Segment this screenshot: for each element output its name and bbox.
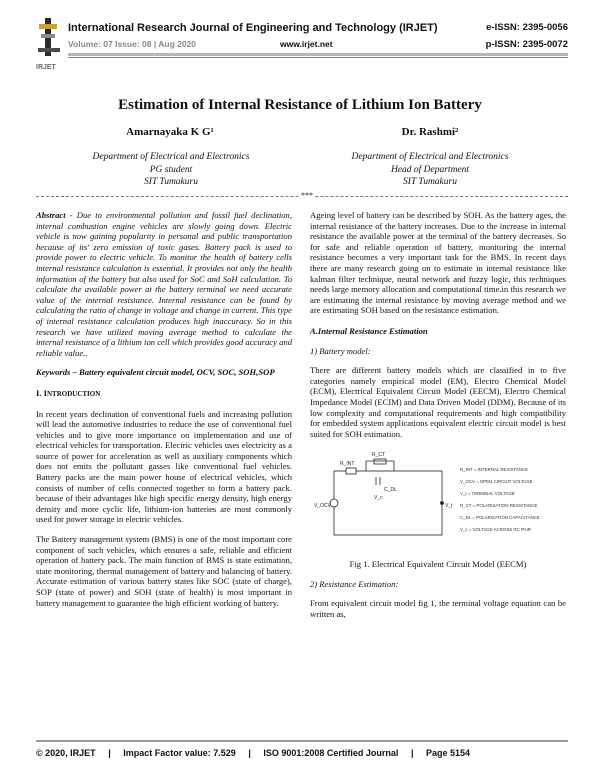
footer-copyright: © 2020, IRJET [36, 748, 96, 758]
footer-impact: Impact Factor value: 7.529 [123, 748, 236, 758]
abstract-text: Due to environmental pollution and fossil fuel declination, internal combustion engine vehicles are slowly going down. Electric vehicle is now gaining popularity in personal and public transportation because of its' zero emission of toxic gases. Battery pack is used to provide power to electric vehicle. To monitor the health of battery cells internal resistance calculation is essential. It provides not only the health information of the battery but also used for SoC and SoH calculation. To calculate the available power at the battery terminal we need accurate value of the internal resistance. Internal resistance can be found by calculating the ratio of change in voltage and change in current. This type of internal resistance calculation produces high inaccuracy. So in this research we have utilized moving average method to calculate the internal resistance of a lithium ion cell which provides good accuracy and reliable value.. [36, 210, 292, 358]
abstract-label: Abstract - [36, 210, 73, 220]
right-column [310, 210, 566, 620]
label-r-ct: R_CT [372, 452, 386, 459]
label-v-c: V_c [374, 495, 383, 502]
author-1-role: PG student [149, 164, 193, 175]
author-2-name: Dr. Rashmi² [401, 126, 459, 138]
footer-sep-1: | [108, 748, 111, 758]
label-v-ocv: V_OCV [314, 503, 331, 510]
r-int-resistor [346, 468, 356, 474]
author-2-affiliation [305, 151, 555, 189]
right-paragraph-1: Ageing level of battery can be described by SOH. As the battery ages, the internal resistance of the battery increases. Due to the increase in internal resistance the available power at the terminal of the battery decreases. So for safe and reliable operation of battery, monitoring the internal resistance becomes a very important task for the BMS. In recent days there are many research going on to estimate in internal resistance like kalman filter technique, neural network and fuzzy logic, this techniques needs large memory allocation and computational time.in this research we are estimating the internal resistance by moving average method and we are estimating SOH based on the resistance estimation. [310, 210, 566, 316]
header-rule-thin [68, 57, 568, 58]
circuit-diagram [310, 449, 566, 551]
abstract [36, 210, 292, 358]
left-column [36, 210, 292, 608]
keywords: Keywords – Battery equivalent circuit model, OCV, SOC, SOH,SOP [36, 367, 275, 378]
right-paragraph-2: There are different battery models which are classified in to five categories namely empirical model (EM), Electro Chemical Model (ECM), Electrical Equivalent Circuit Model (EECM), Electro Chemical Impedance Model (ECIM) and Data Driven Model (DDM). Because of its low complexity and computational requirements and high compatibility for embedded system applications equivalent electric circuit model is best suited for SOH estimation. [310, 365, 566, 439]
figure-caption: Fig 1. Electrical Equivalent Circuit Model (EECM) [349, 559, 527, 570]
author-2-role: Head of Department [390, 164, 470, 175]
header-rule [68, 53, 568, 56]
subheading-battery-model: 1) Battery model: [310, 345, 371, 356]
legend-line-3: V_t = TERMINAL VOLTAGE [460, 491, 515, 497]
page-footer [36, 740, 568, 758]
journal-header [36, 18, 568, 80]
legend-line-4: R_CT = POLARISATION RESISTANCE [460, 503, 538, 509]
author-1-affiliation [46, 151, 296, 189]
battery-source [330, 499, 338, 507]
journal-name: International Research Journal of Engineering and Technology (IRJET) [68, 22, 438, 34]
legend-line-6: V_c = VOLTAGE ACROSS RC PAIR [460, 527, 531, 533]
separator-stars: *** [301, 191, 313, 200]
footer-sep-2: | [248, 748, 251, 758]
footer-iso: ISO 9001:2008 Certified Journal [263, 748, 399, 758]
legend-line-1: R_INT = INTERNAL RESISTANCE [460, 467, 529, 473]
website-link[interactable]: www.irjet.net [280, 39, 333, 49]
circuit-figure [310, 449, 566, 551]
footer-rule [36, 740, 568, 742]
footer-page: Page 5154 [425, 748, 471, 758]
circuit-outline [334, 471, 442, 535]
intro-paragraph-1: In recent years declination of conventional fuels and increasing pollution will lead the automotive industries to reduce the use of conventional fuel vehicles and to give more importance on implementation and use of electrical vehicles for transportation. Electric vehicles uses electricity as a source of power for acceleration as well as auxiliary components which does not emits the pollutant gasses like conventional fuel vehicles. Battery packs are the main power house of electrical vehicles, which consists of number of cells connected together to form a battery pack. because of their advantages like high specific energy density, high energy density and more cyclic life, lithium-ion batteries are most commonly used for power storage in electric vehicles. [36, 408, 292, 525]
author-1-name: Amarnayaka K G¹ [126, 126, 214, 138]
label-c-dl: C_DL [384, 487, 397, 494]
legend-line-5: C_DL = POLARIZATION CAPACITANCE [460, 515, 540, 521]
r-ct-resistor [374, 459, 386, 464]
author-2-dept: Department of Electrical and Electronics [351, 152, 509, 162]
right-paragraph-3: From equivalent circuit model fig 1, the terminal voltage equation can be written as, [310, 598, 566, 620]
eissn: e-ISSN: 2395-0056 [486, 22, 568, 33]
section-heading-a: A.Internal Resistance Estimation [310, 325, 428, 336]
section-number: I. I [36, 387, 47, 398]
legend-line-2: V_OCV = OPEN CIRCUIT VOLTAGE [460, 479, 533, 485]
footer-sep-3: | [410, 748, 414, 758]
terminal-node [441, 502, 444, 505]
paper-title: Estimation of Internal Resistance of Lithium Ion Battery [118, 97, 482, 113]
author-1-dept: Department of Electrical and Electronics [92, 152, 250, 162]
footer-text [36, 748, 568, 758]
label-r-int: R_INT [340, 461, 355, 468]
volume-issue: Volume: 07 Issue: 08 | Aug 2020 [68, 39, 197, 49]
section-title: NTRODUCTION [47, 389, 101, 398]
section-heading-introduction [36, 388, 292, 400]
author-1-org: SIT Tumakuru [144, 177, 198, 187]
author-2-org: SIT Tumakuru [403, 177, 457, 187]
irjet-logo-icon [36, 18, 62, 62]
pissn: p-ISSN: 2395-0072 [485, 39, 568, 50]
logo-text: IRJET [36, 64, 56, 71]
intro-paragraph-2: The Battery management system (BMS) is one of the most important core component of such vehicles, which ensures a safe, reliable and efficient operation of battery pack. The main function of BMS is state estimation, state monitoring, thermal management of battery and balancing of battery. Accurate estimation of various battery states like SOC (state of charge), SOP (state of power) and SOH (state of health) is most important in battery management to guarantee the high efficient working of battery. [36, 534, 292, 608]
label-v-t: V_t [445, 503, 453, 510]
subheading-resistance-estimation: 2) Resistance Estimation: [310, 578, 399, 589]
